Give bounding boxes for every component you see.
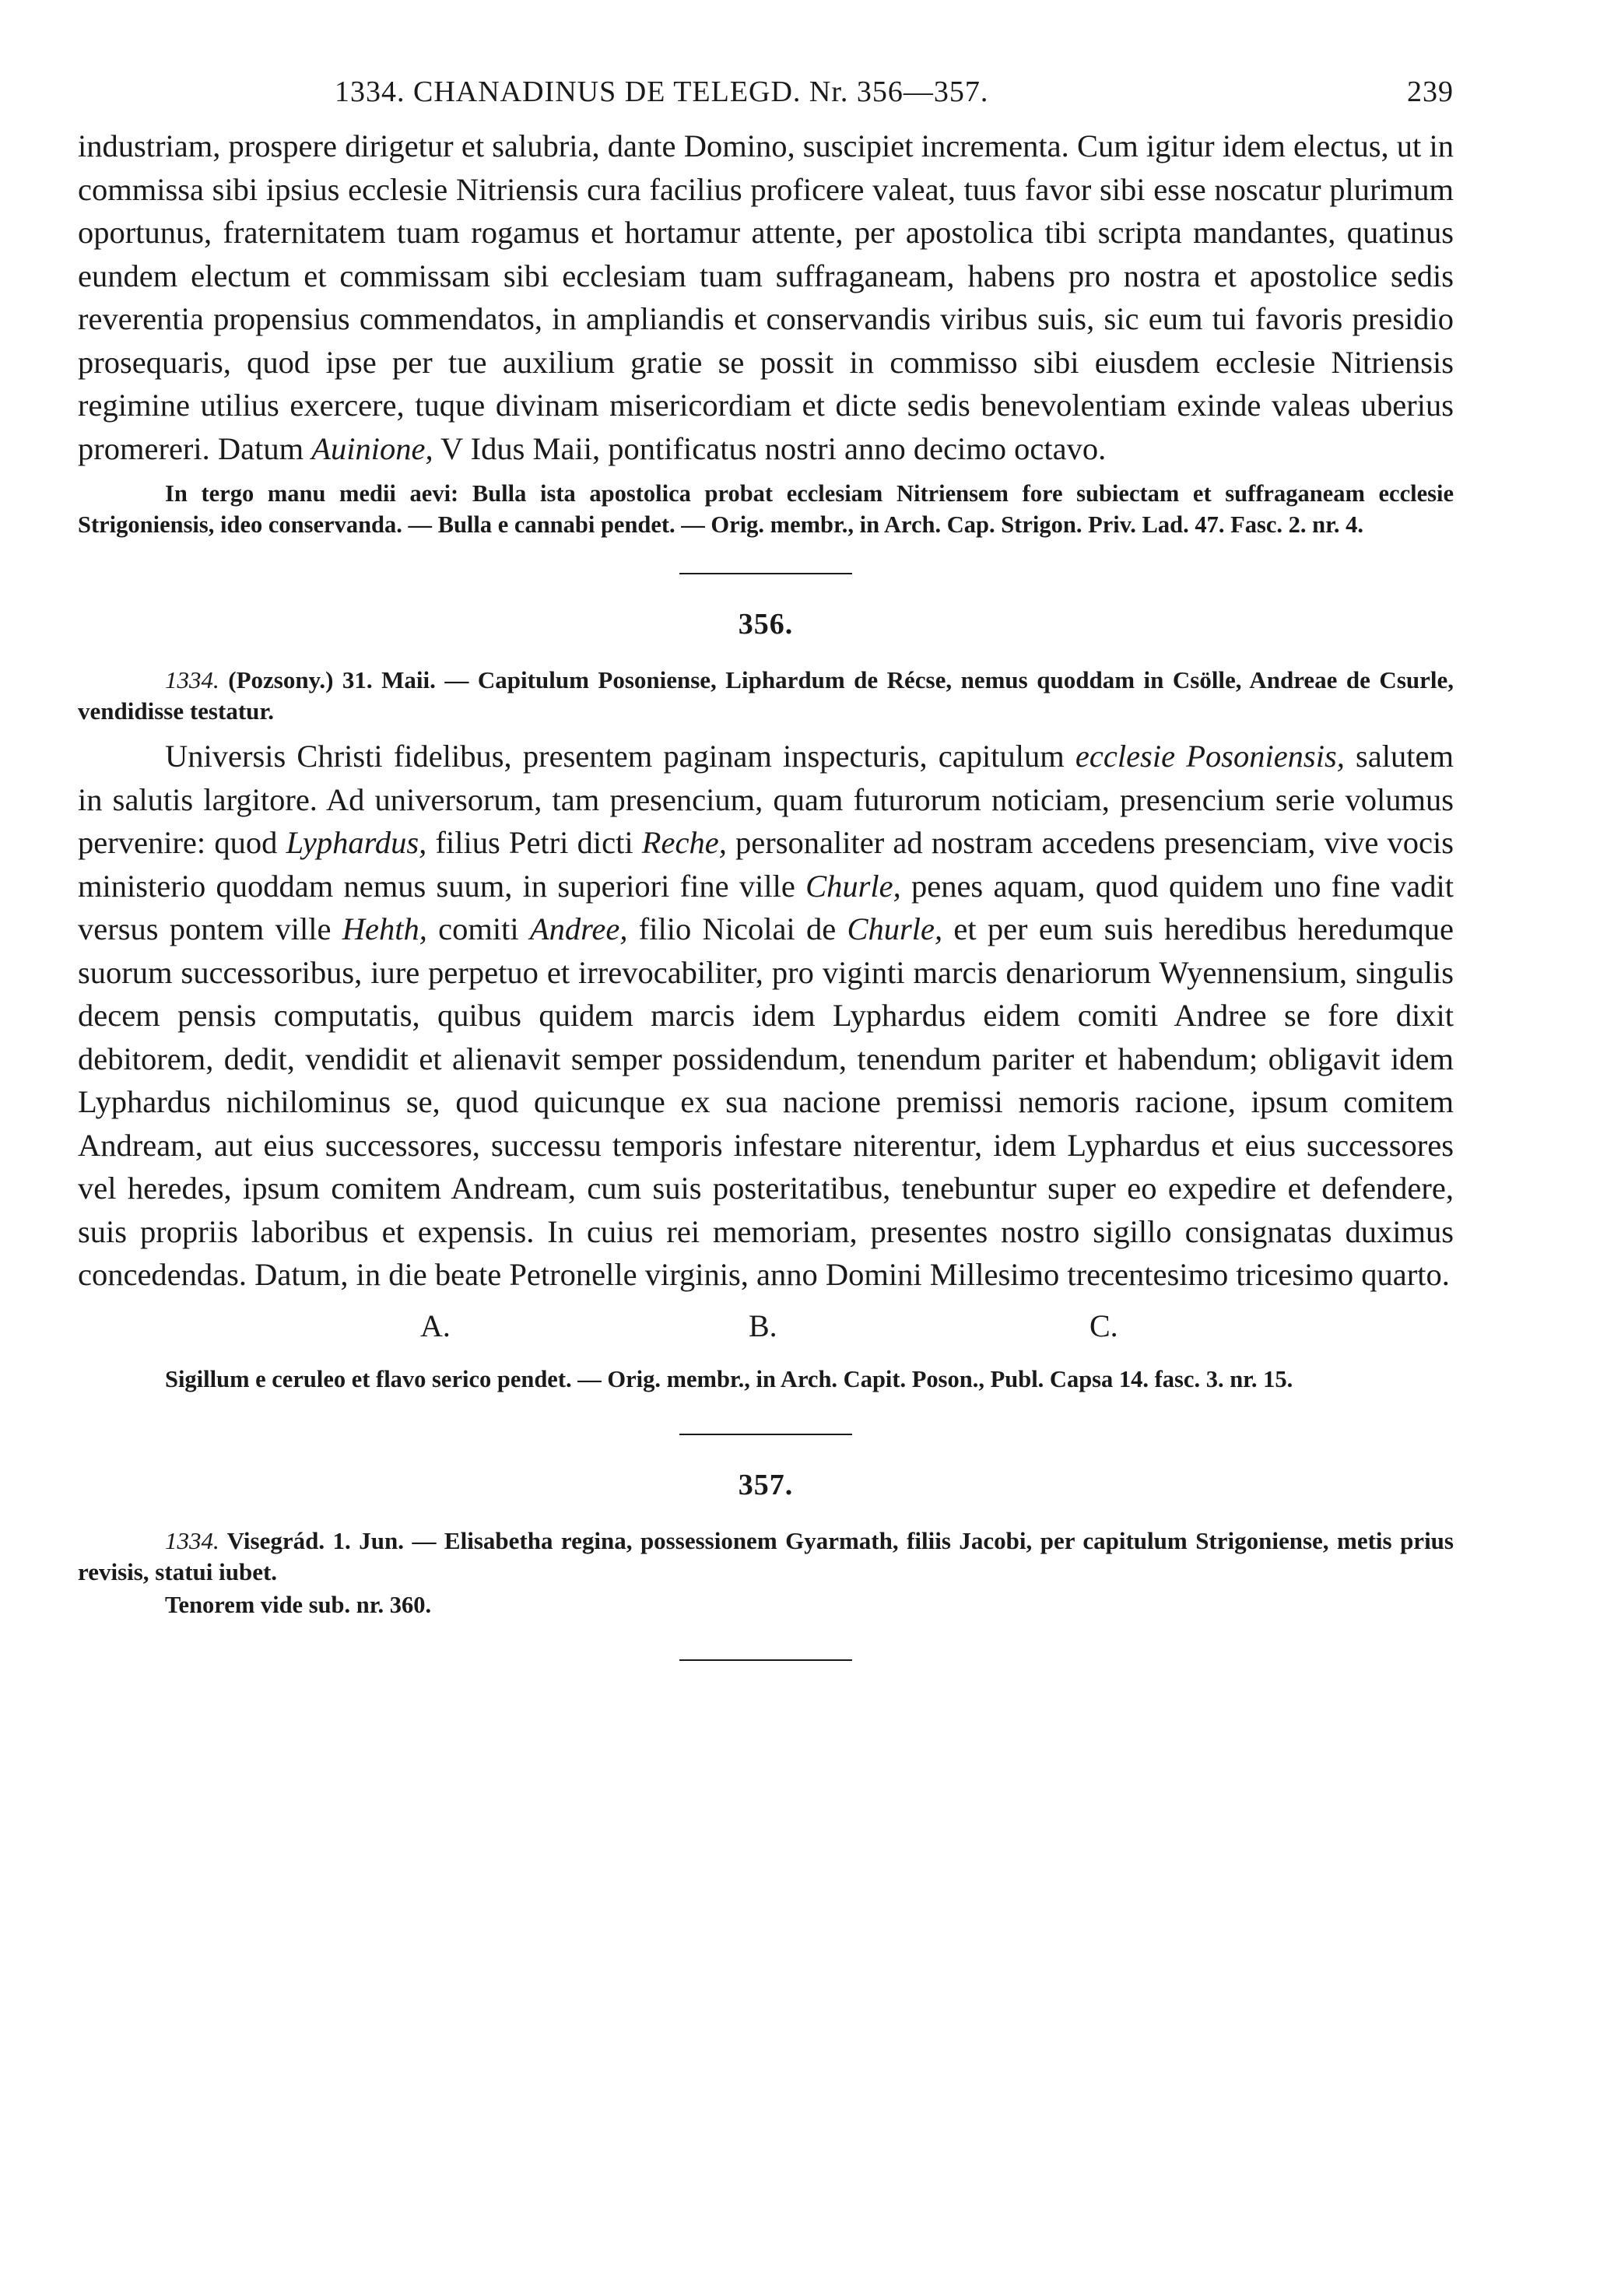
doc356-t5: penes aquam, quod quidem uno fine vadit versus pontem ville bbox=[78, 868, 1454, 946]
doc356-t2: salutem in salutis largitore. Ad universorum, tam presencium, quam futurorum noticiam, presencium serie volumus pervenire: quod bbox=[78, 739, 1454, 860]
doc356-number: 356. bbox=[738, 608, 794, 641]
doc356-t1: Universis Christi fidelibus, presentem paginam inspecturis, capitulum bbox=[165, 739, 1075, 774]
doc355-note-rest: Bulla ista apostolica probat ecclesiam Nitriensem fore subiectam et suffraganeam ecclesie Strigoniensis, ideo conservanda. — Bulla e cannabi pendet. — Orig. membr., in Arch. Cap. Strigon. Priv. Lad. 47. Fasc. 2. nr. 4. bbox=[78, 480, 1454, 538]
doc356-regest-summary: (Pozsony.) 31. Maii. — Capitulum Posoniense, Liphardum de Récse, nemus quoddam in Csölle, Andreae de Csurle, vendidisse testatur. bbox=[78, 666, 1454, 725]
doc357-regest bbox=[78, 1525, 1454, 1588]
running-title: 1334. CHANADINUS DE TELEGD. Nr. 356—357. bbox=[335, 75, 989, 108]
page bbox=[78, 75, 1454, 1661]
doc356-regest bbox=[78, 665, 1454, 727]
doc356-t3: filius Petri dicti bbox=[426, 825, 642, 860]
doc356-t8: et per eum suis heredibus heredumque suorum successoribus, iure perpetuo et irrevocabiliter, pro viginti marcis denariorum Wyennensium, singulis decem pensis computatis, quibus quidem marcis idem Lyphardus eidem comiti Andree se fore dixit debitorem, dedit, vendidit et alienavit semper possidendum, tenendum pariter et habendum; obligavit idem Lyphardus nichilominus se, quod quicunque ex sua nacione premissi nemoris racione, ipsum comitem Andream, aut eius successores, successu temporis infestare niterentur, idem Lyphardus et eius successores vel heredes, ipsum comitem Andream, cum suis posteritatibus, tenebuntur super eo expedire et defendere, suis propriis laboribus et expensis. In cuius rei memoriam, presentes nostro sigillo consignatas duximus concedendas. Datum, in die beate Petronelle virginis, anno Domini Millesimo trecentesimo tricesimo quarto. bbox=[78, 911, 1454, 1292]
doc356-t6-it: Andree, bbox=[529, 911, 628, 946]
doc357-regest-date: 1334. bbox=[165, 1526, 219, 1554]
doc356-t6: comiti bbox=[426, 911, 530, 946]
page-number: 239 bbox=[1407, 75, 1454, 108]
section-divider bbox=[679, 573, 852, 574]
doc356-text bbox=[78, 735, 1454, 1297]
section-divider bbox=[679, 1659, 852, 1661]
doc356-note: Sigillum e ceruleo et flavo serico pendet. — Orig. membr., in Arch. Capit. Poson., Publ. Capsa 14. fasc. 3. nr. 15. bbox=[165, 1365, 1293, 1392]
doc356-regest-date: 1334. bbox=[165, 666, 219, 693]
doc355-text-end: V Idus Maii, pontificatus nostri anno decimo octavo. bbox=[433, 430, 1107, 466]
doc356-t7-it: Churle, bbox=[847, 911, 943, 946]
doc356-t1-it: ecclesie Posoniensis, bbox=[1075, 739, 1345, 774]
doc356-t5-it: Hehth, bbox=[342, 911, 427, 946]
doc356-t2-it: Lyphardus, bbox=[286, 825, 427, 860]
doc356-t7: filio Nicolai de bbox=[627, 911, 847, 946]
doc355-note-lead: In tergo manu medii aevi: bbox=[165, 480, 459, 507]
doc355-text bbox=[78, 125, 1454, 470]
section-divider bbox=[679, 1434, 852, 1435]
doc356-signature-marks bbox=[78, 1308, 1454, 1351]
doc356-t4-it: Churle, bbox=[805, 868, 901, 904]
doc356-t3-it: Reche, bbox=[641, 825, 727, 860]
signature-b: B. bbox=[749, 1308, 777, 1343]
running-head bbox=[78, 75, 1454, 121]
doc355-text-main: industriam, prospere dirigetur et salubria, dante Domino, suscipiet incrementa. Cum igitur idem electus, ut in commissa sibi ipsius ecclesie Nitriensis cura facilius proficere valeat, tuus favor sibi esse noscatur plurimum oportunus, fraternitatem tuam rogamus et hortamur attente, per apostolica tibi scripta mandantes, quatinus eundem electum et commissam sibi ecclesiam tuam suffraganeam, habens pro nostra et apostolice sedis reverentia propensius commendatos, in ampliandis et conservandis viribus suis, sic eum tui favoris presidio prosequaris, quod ipse per tue auxilium gratie se possit in commisso sibi eiusdem ecclesie Nitriensis regimine utilius exercere, tuque divinam misericordiam et dicte sedis benevolentiam exinde valeas uberius promereri. Datum bbox=[78, 128, 1454, 466]
doc355-note bbox=[78, 478, 1454, 540]
signature-a: A. bbox=[420, 1308, 451, 1343]
doc356-t4: personaliter ad nostram accedens presenciam, vive vocis ministerio quoddam nemus suum, in superiori fine ville bbox=[78, 825, 1454, 904]
doc357-regest-summary: Visegrád. 1. Jun. — Elisabetha regina, possessionem Gyarmath, filiis Jacobi, per capitulum Strigoniense, metis prius revisis, statui iubet. bbox=[78, 1526, 1454, 1585]
doc355-place: Auinione, bbox=[311, 430, 433, 466]
doc357-note: Tenorem vide sub. nr. 360. bbox=[165, 1591, 432, 1618]
doc357-number: 357. bbox=[738, 1468, 794, 1501]
signature-c: C. bbox=[1089, 1308, 1118, 1343]
